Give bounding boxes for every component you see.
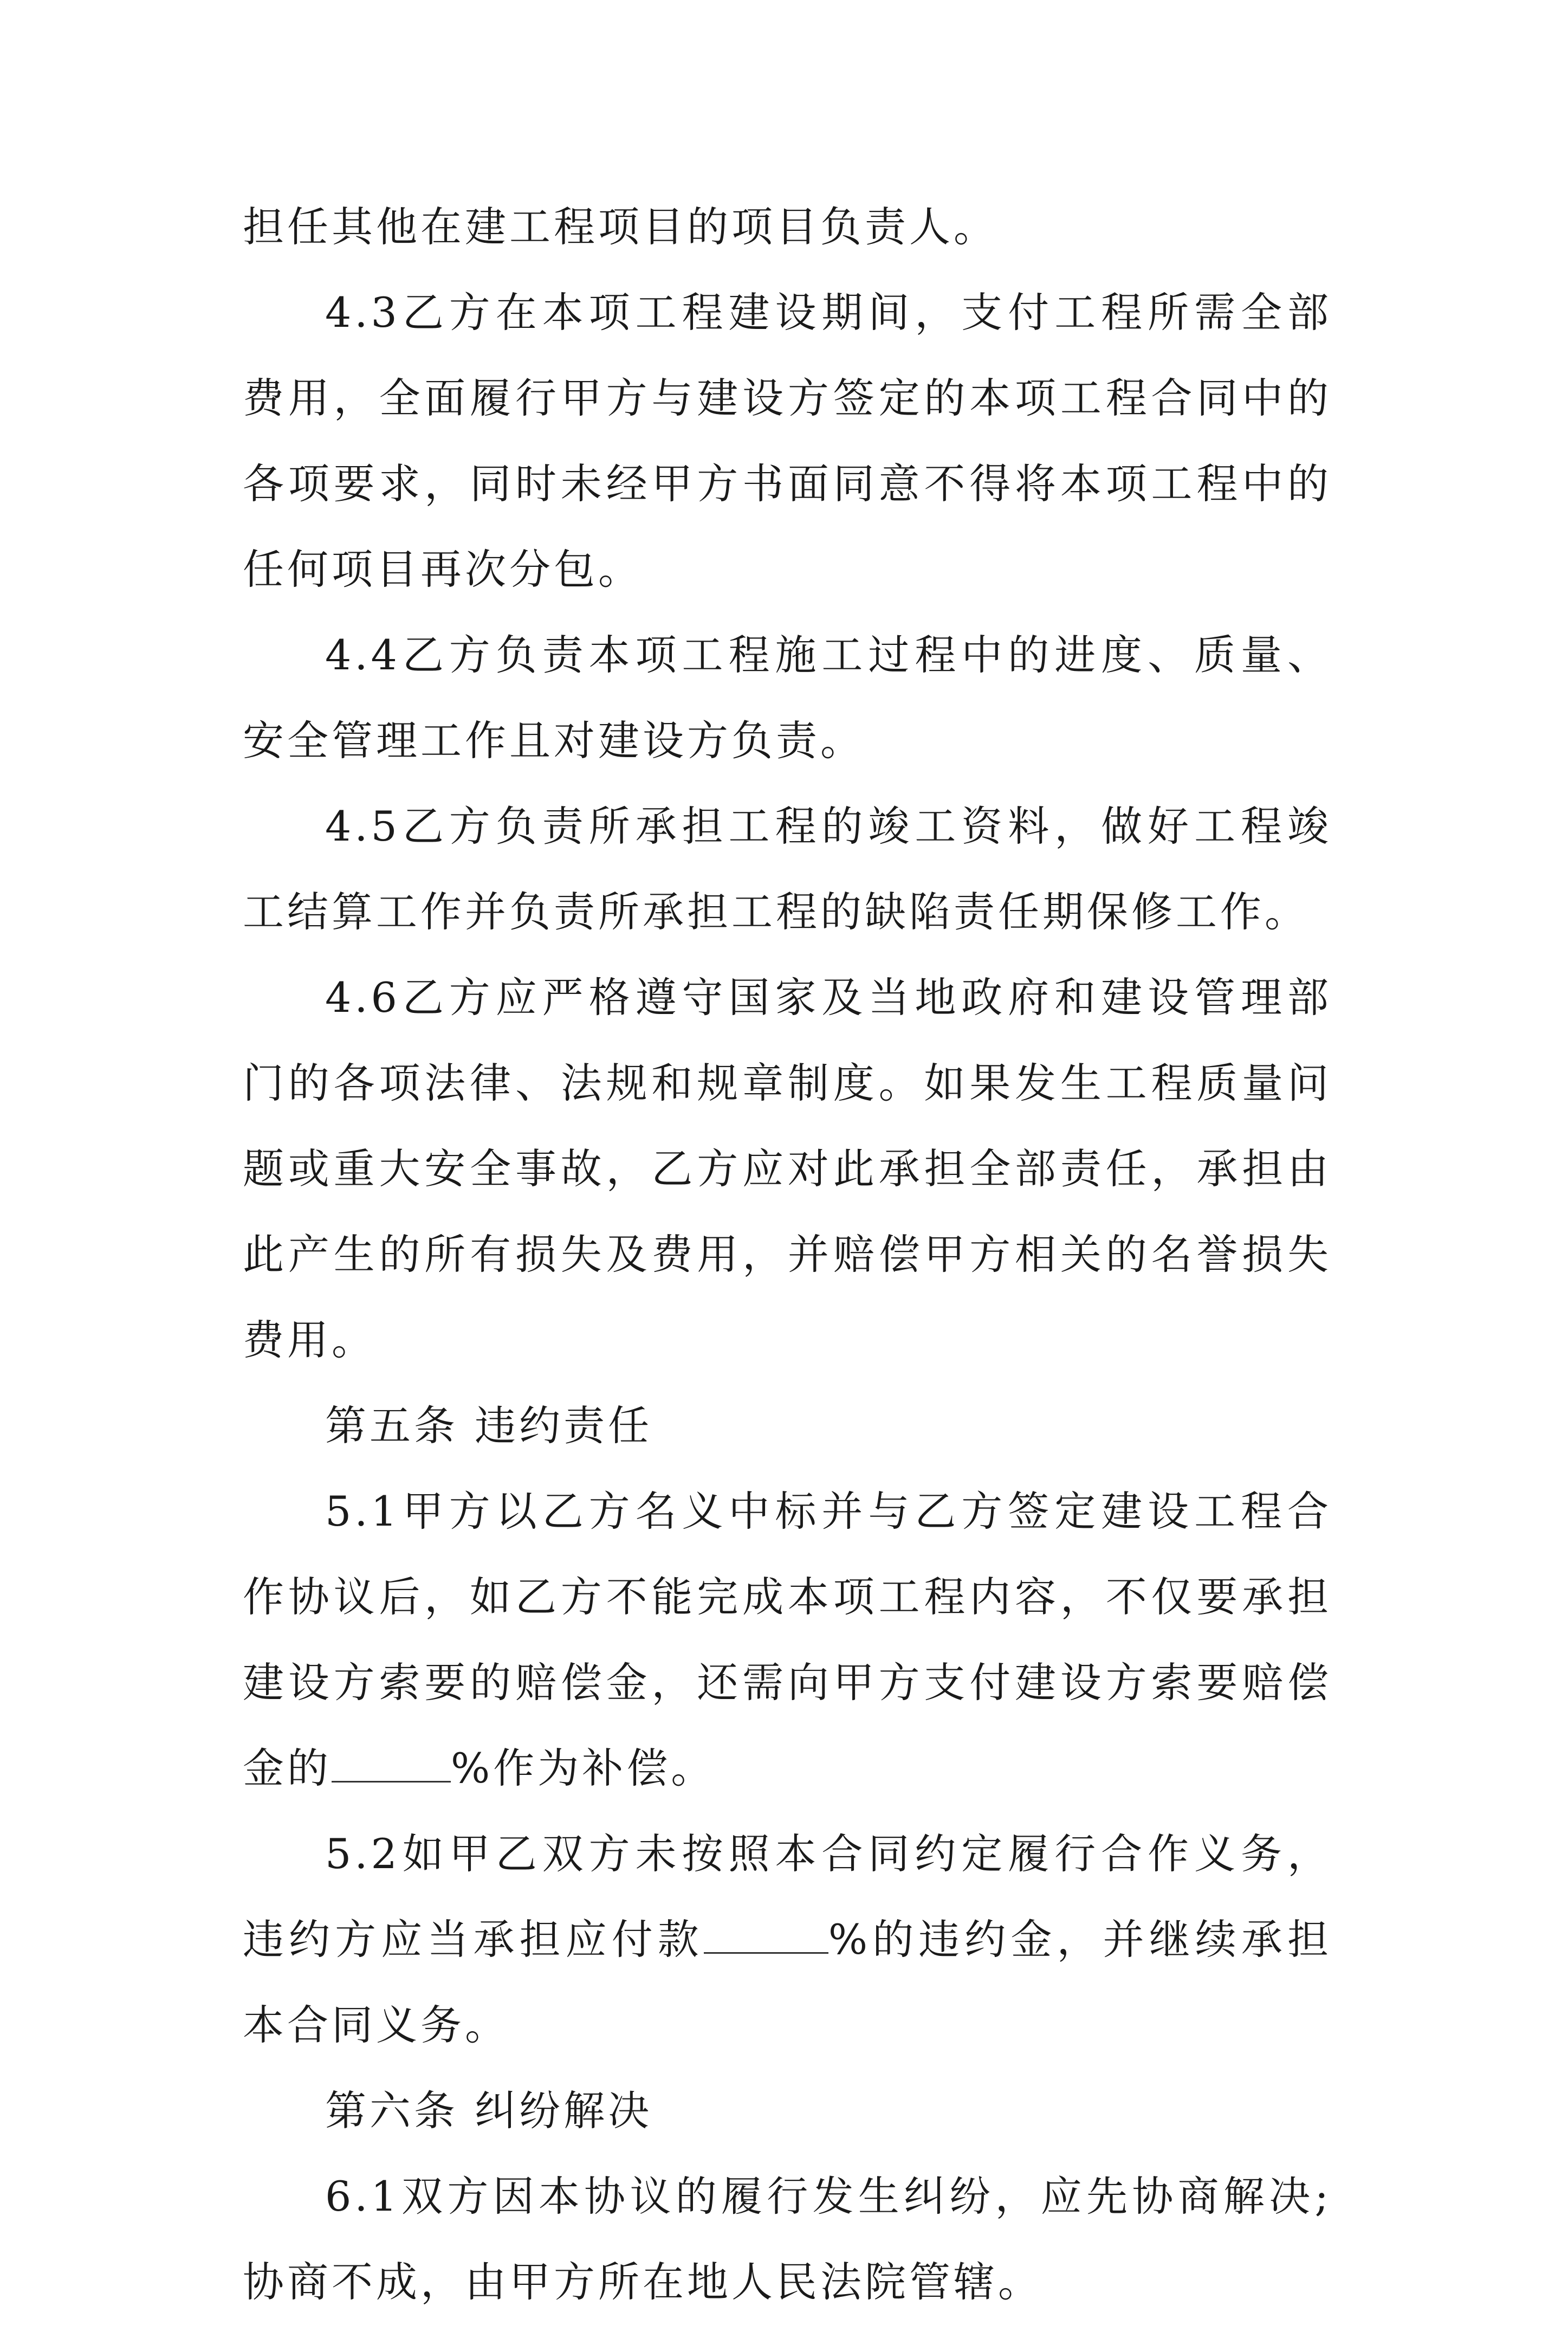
clause-5-2-text: 5.2如甲乙双方未按照本合同约定履行合作义务，违约方应当承担应付款	[243, 1830, 1332, 1964]
article-6-heading: 第六条 纠纷解决	[325, 2087, 653, 2135]
clause-5-2	[243, 1811, 1332, 2068]
clause-4-3: 4.3乙方在本项工程建设期间，支付工程所需全部费用，全面履行甲方与建设方签定的本项工程合同中的各项要求，同时未经甲方书面同意不得将本项工程中的任何项目再次分包。	[243, 288, 1332, 593]
clause-6-1: 6.1双方因本协议的履行发生纠纷，应先协商解决;协商不成，由甲方所在地人民法院管辖。	[243, 2172, 1332, 2306]
article-5-heading: 第五条 违约责任	[325, 1402, 653, 1450]
clause-4-6: 4.6乙方应严格遵守国家及当地政府和建设管理部门的各项法律、法规和规章制度。如果发生工程质量问题或重大安全事故，乙方应对此承担全部责任，承担由此产生的所有损失及费用，并赔偿甲方相关的名誉损失费用。	[243, 973, 1332, 1364]
fill-blank-percentage-1[interactable]	[332, 1743, 451, 1782]
clause-4-4: 4.4乙方负责本项工程施工过程中的进度、质量、安全管理工作且对建设方负责。	[243, 631, 1332, 765]
clause-4-5: 4.5乙方负责所承担工程的竣工资料，做好工程竣工结算工作并负责所承担工程的缺陷责任期保修工作。	[243, 802, 1332, 936]
clause-5-1-text-end: %作为补偿。	[451, 1744, 716, 1792]
paragraph-continuation: 担任其他在建工程项目的项目负责人。	[243, 203, 998, 251]
fill-blank-percentage-2[interactable]	[704, 1914, 828, 1954]
document-body	[243, 184, 1332, 2325]
clause-5-1-text: 5.1甲方以乙方名义中标并与乙方签定建设工程合作协议后，如乙方不能完成本项工程内容，不仅要承担建设方索要的赔偿金，还需向甲方支付建设方索要赔偿金的	[243, 1487, 1332, 1792]
clause-5-2-text-end: %的违约金，并继续承担本合同义务。	[243, 1915, 1332, 2049]
clause-5-1	[243, 1469, 1332, 1811]
